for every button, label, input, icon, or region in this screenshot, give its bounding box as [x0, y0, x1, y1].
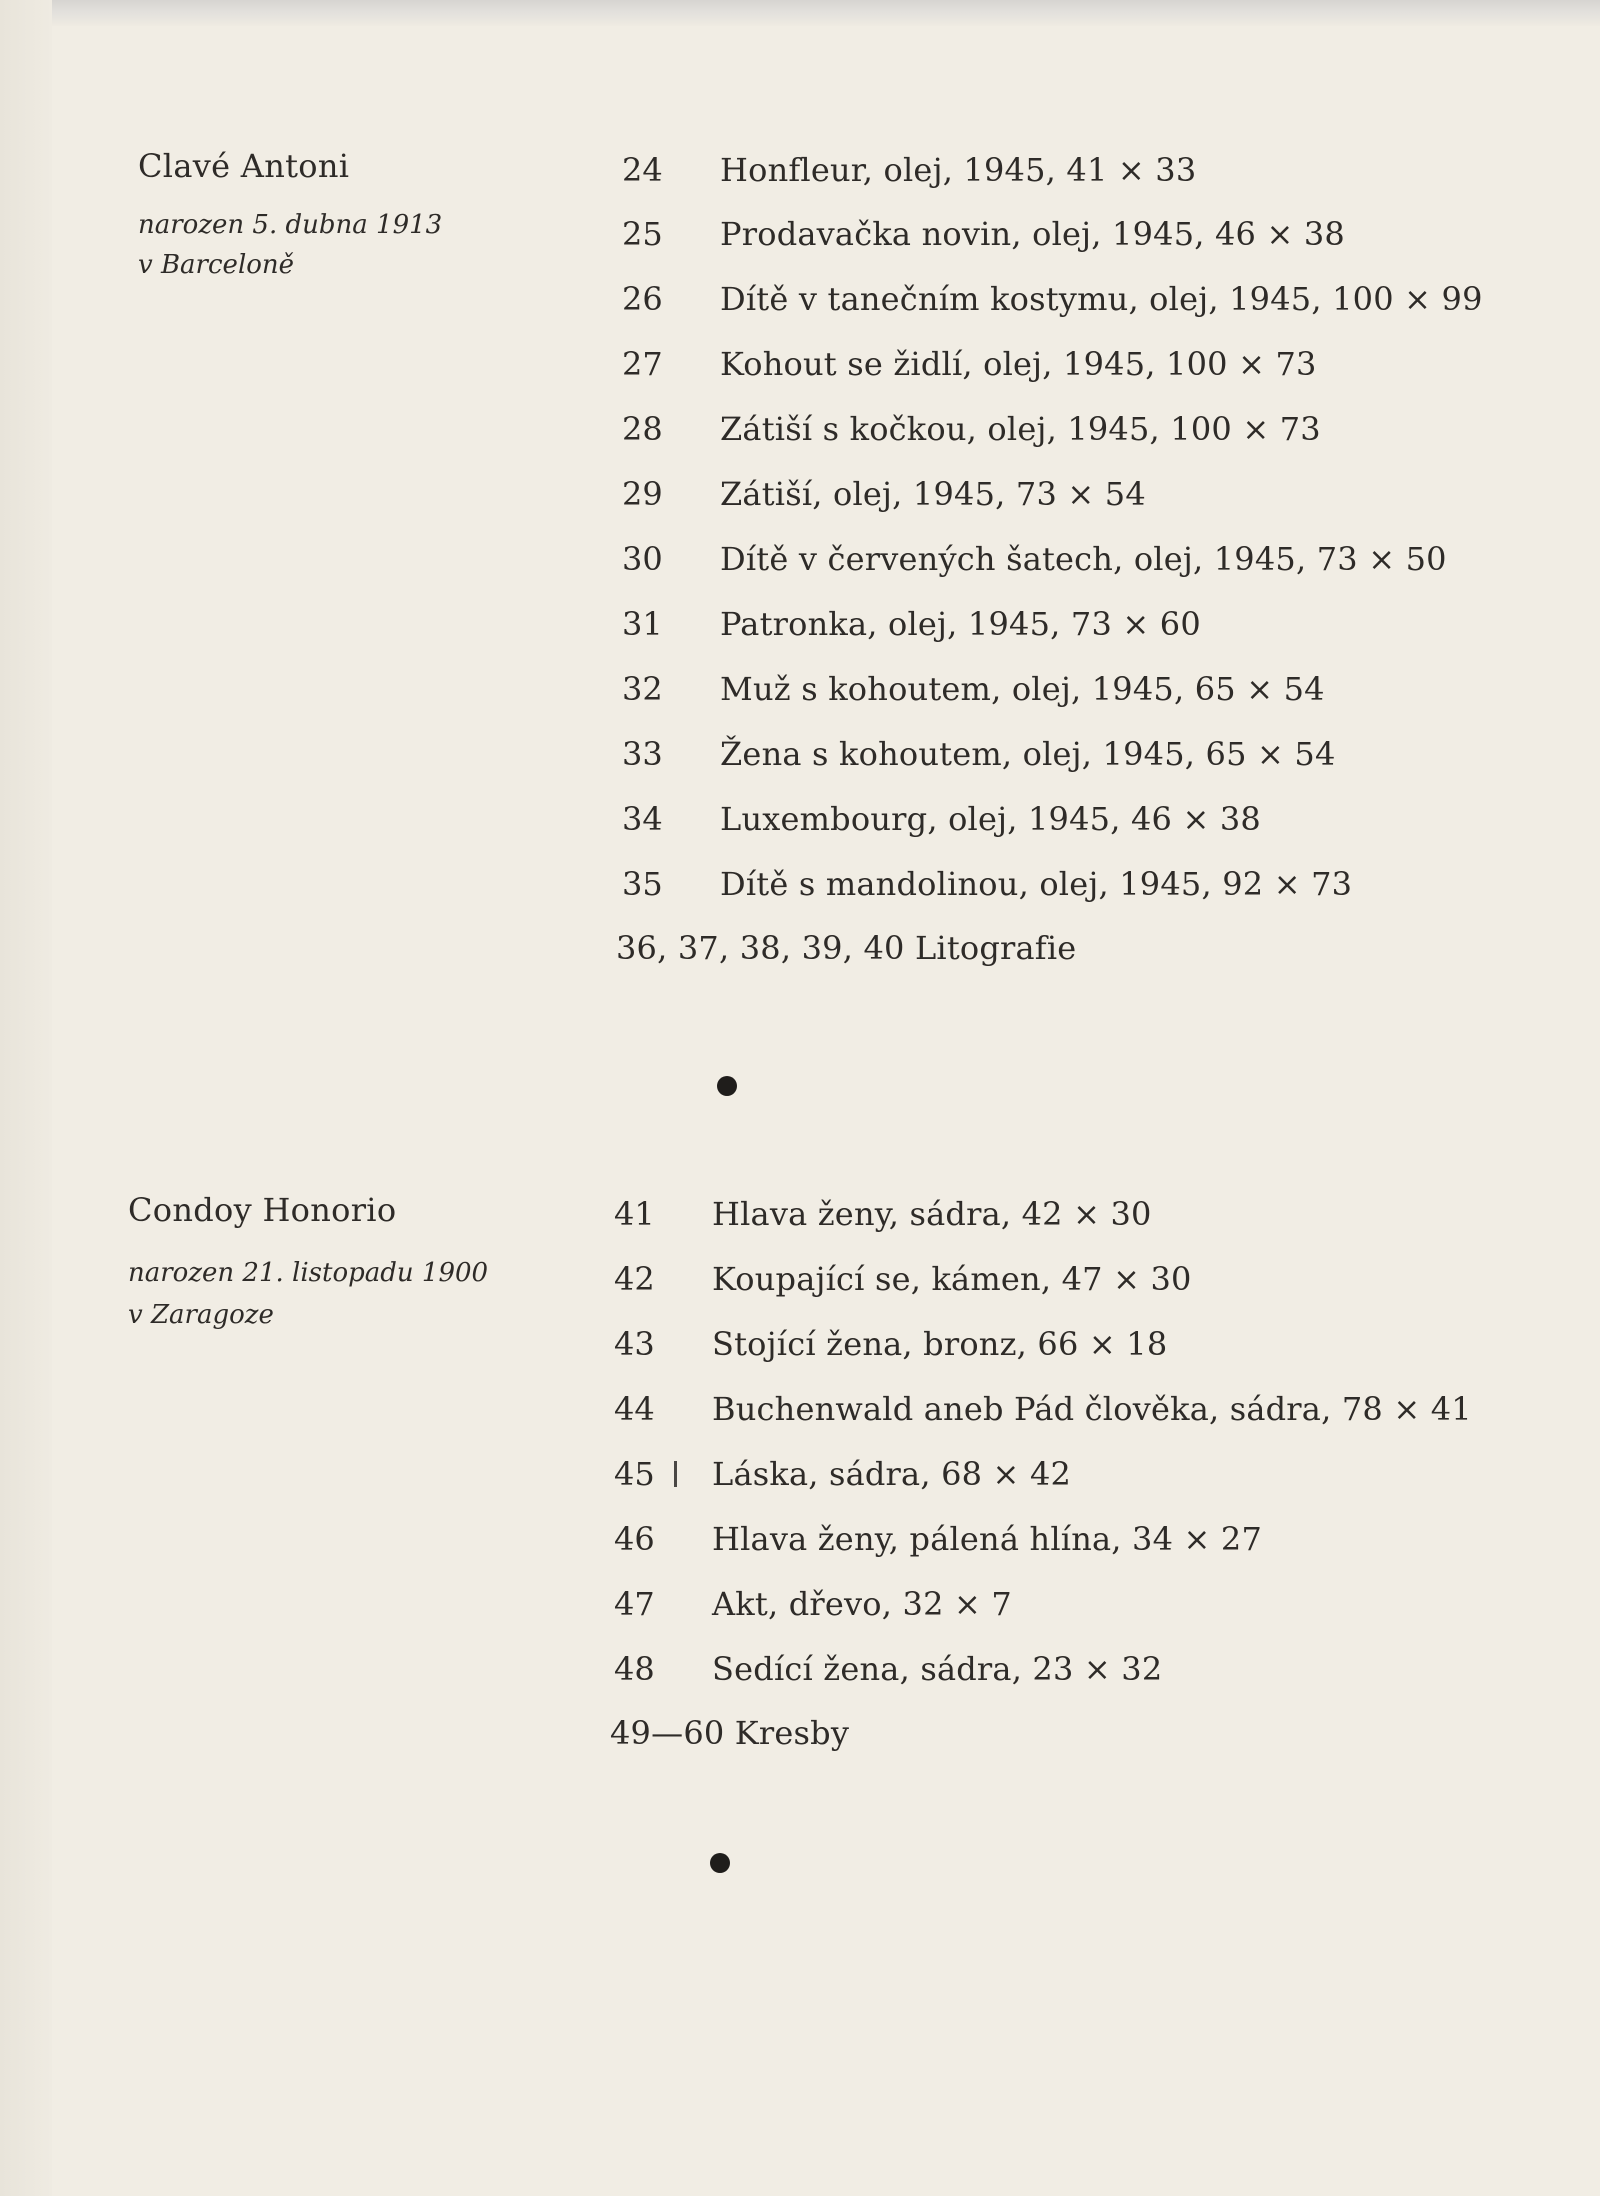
catalog-description: Dítě s mandolinou, olej, 1945, 92 × 73 [720, 865, 1353, 903]
catalog-number: 42 [614, 1260, 655, 1298]
page-top-edge [0, 0, 1600, 26]
catalog-number: 47 [614, 1585, 655, 1623]
catalog-number: 48 [614, 1650, 655, 1688]
catalog-description: Žena s kohoutem, olej, 1945, 65 × 54 [720, 735, 1336, 773]
catalog-description: Patronka, olej, 1945, 73 × 60 [720, 605, 1201, 643]
catalog-number: 26 [622, 280, 663, 318]
section-divider-bullet [710, 1853, 730, 1873]
catalog-number: 30 [622, 540, 663, 578]
catalog-description: Zátiší, olej, 1945, 73 × 54 [720, 475, 1146, 513]
catalog-number: 33 [622, 735, 663, 773]
catalog-description: Zátiší s kočkou, olej, 1945, 100 × 73 [720, 410, 1321, 448]
catalog-number: 28 [622, 410, 663, 448]
catalog-description: Buchenwald aneb Pád člověka, sádra, 78 × 41 [712, 1390, 1472, 1428]
catalog-description: Láska, sádra, 68 × 42 [712, 1455, 1072, 1493]
artist-birth-place: v Zaragoze [128, 1300, 274, 1330]
catalog-description: Dítě v tanečním kostymu, olej, 1945, 100 × 99 [720, 280, 1483, 318]
catalog-number: 43 [614, 1325, 655, 1363]
catalog-description: Honfleur, olej, 1945, 41 × 33 [720, 151, 1197, 189]
catalog-description: Hlava ženy, pálená hlína, 34 × 27 [712, 1520, 1263, 1558]
catalog-number: 46 [614, 1520, 655, 1558]
catalog-number: 29 [622, 475, 663, 513]
catalog-description: Luxembourg, olej, 1945, 46 × 38 [720, 800, 1261, 838]
drawings-range: 49—60 Kresby [610, 1714, 850, 1752]
catalog-number: 27 [622, 345, 663, 383]
catalog-description: Stojící žena, bronz, 66 × 18 [712, 1325, 1168, 1363]
page-left-edge [0, 0, 52, 2196]
catalog-description: Sedící žena, sádra, 23 × 32 [712, 1650, 1163, 1688]
catalog-number: 31 [622, 605, 663, 643]
catalog-number: 35 [622, 865, 663, 903]
catalog-number: 34 [622, 800, 663, 838]
artist-birth-date: narozen 21. listopadu 1900 [128, 1258, 489, 1288]
catalog-number: 44 [614, 1390, 655, 1428]
artist-name: Clavé Antoni [138, 147, 350, 185]
catalog-number: 41 [614, 1195, 655, 1233]
lithography-range: 36, 37, 38, 39, 40 Litografie [616, 929, 1077, 967]
catalog-description: Akt, dřevo, 32 × 7 [712, 1585, 1012, 1623]
catalog-description: Kohout se židlí, olej, 1945, 100 × 73 [720, 345, 1317, 383]
catalog-description: Koupající se, kámen, 47 × 30 [712, 1260, 1192, 1298]
catalog-description: Muž s kohoutem, olej, 1945, 65 × 54 [720, 670, 1325, 708]
catalog-description: Dítě v červených šatech, olej, 1945, 73 × 50 [720, 540, 1447, 578]
artist-birth-place: v Barceloně [138, 250, 295, 280]
section-divider-bullet [717, 1076, 737, 1096]
catalog-number: 25 [622, 215, 663, 253]
catalog-number: 32 [622, 670, 663, 708]
catalog-description: Hlava ženy, sádra, 42 × 30 [712, 1195, 1152, 1233]
catalog-number: 45 [614, 1455, 655, 1493]
artist-name: Condoy Honorio [128, 1191, 397, 1229]
catalog-description: Prodavačka novin, olej, 1945, 46 × 38 [720, 215, 1345, 253]
catalog-number: 24 [622, 151, 663, 189]
handwritten-mark [674, 1461, 677, 1487]
artist-birth-date: narozen 5. dubna 1913 [138, 210, 443, 240]
